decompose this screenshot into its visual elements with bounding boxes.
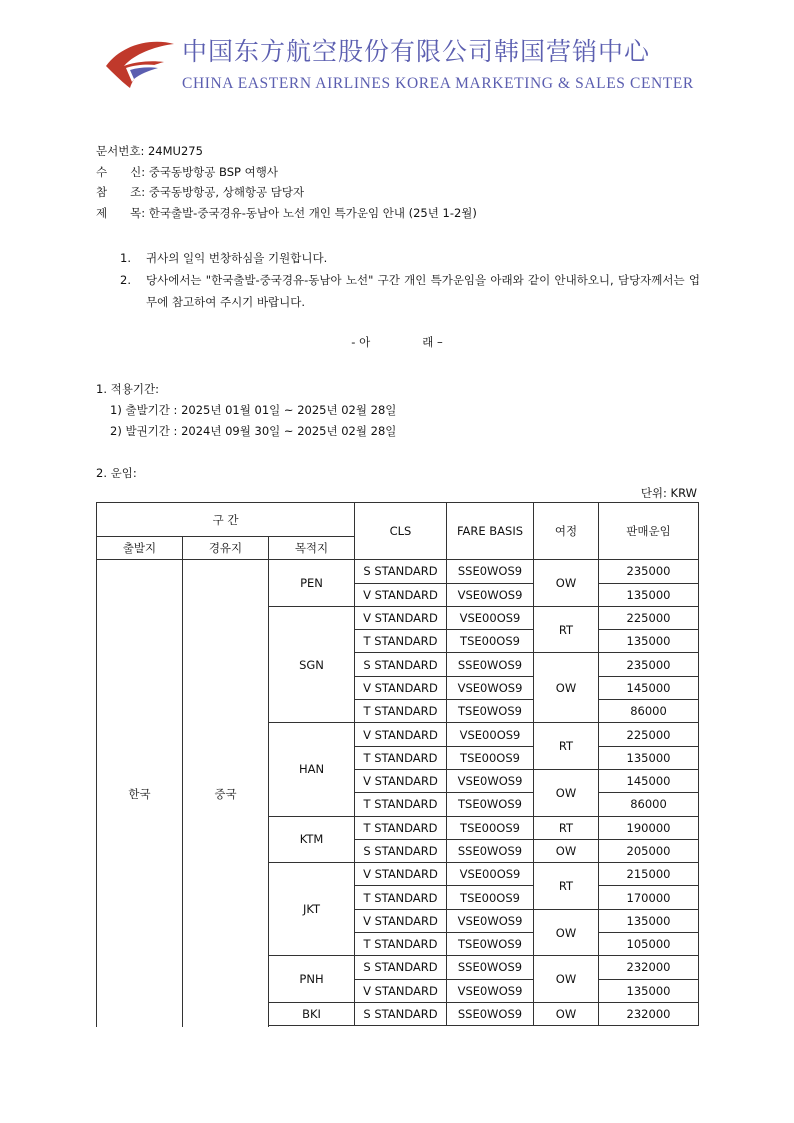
fare-basis-cell: SSE0WOS9 — [447, 653, 534, 676]
trip-cell: RT — [534, 606, 599, 653]
fare-basis-cell: VSE0WOS9 — [447, 979, 534, 1002]
section-1-title: 1. 적용기간: — [96, 382, 159, 396]
destination-cell: KTM — [269, 816, 355, 863]
fare-basis-cell: VSE00OS9 — [447, 863, 534, 886]
fare-basis-cell: VSE0WOS9 — [447, 909, 534, 932]
china-eastern-swallow-logo-icon — [104, 36, 176, 92]
destination-cell: SGN — [269, 606, 355, 722]
price-cell: 86000 — [599, 793, 699, 816]
fare-table-body — [97, 560, 699, 1027]
trip-cell: OW — [534, 653, 599, 723]
trip-cell: RT — [534, 816, 599, 839]
price-cell: 135000 — [599, 909, 699, 932]
cls-cell: V STANDARD — [355, 583, 447, 606]
destination-cell: PNH — [269, 956, 355, 1003]
cls-cell: T STANDARD — [355, 816, 447, 839]
cls-cell: S STANDARD — [355, 839, 447, 862]
company-english-name: CHINA EASTERN AIRLINES KOREA MARKETING & SALES CENTER — [182, 75, 694, 92]
header-cls: CLS — [355, 503, 447, 560]
price-cell: 205000 — [599, 839, 699, 862]
destination-cell: PEN — [269, 560, 355, 607]
price-cell: 225000 — [599, 723, 699, 746]
cls-cell: V STANDARD — [355, 863, 447, 886]
price-cell: 190000 — [599, 816, 699, 839]
price-cell: 170000 — [599, 886, 699, 909]
fare-basis-cell: TSE0WOS9 — [447, 793, 534, 816]
fare-basis-cell: VSE0WOS9 — [447, 769, 534, 792]
company-chinese-name: 中国东方航空股份有限公司韩国营销中心 — [182, 37, 651, 66]
price-cell: 215000 — [599, 863, 699, 886]
cls-cell: T STANDARD — [355, 630, 447, 653]
cls-cell: T STANDARD — [355, 700, 447, 723]
destination-cell: BKI — [269, 1002, 355, 1025]
price-cell: 135000 — [599, 630, 699, 653]
fare-basis-cell: SSE0WOS9 — [447, 560, 534, 583]
price-cell: 86000 — [599, 700, 699, 723]
trip-cell: OW — [534, 1002, 599, 1025]
trip-cell: OW — [534, 956, 599, 1003]
note-item: 2. 당사에서는 "한국출발-중국경유-동남아 노선" 구간 개인 특가운임을 아래와 같이 안내하오니, 담당자께서는 업무에 참고하여 주시기 바랍니다. — [120, 273, 700, 309]
header-destination: 목적지 — [269, 537, 355, 560]
cls-cell: S STANDARD — [355, 653, 447, 676]
fare-basis-cell: VSE0WOS9 — [447, 676, 534, 699]
trip-cell: RT — [534, 863, 599, 910]
trip-cell: OW — [534, 560, 599, 607]
fare-basis-cell: TSE0WOS9 — [447, 933, 534, 956]
cls-cell: S STANDARD — [355, 560, 447, 583]
price-cell: 105000 — [599, 933, 699, 956]
meta-doc-number: 문서번호: 24MU275 — [96, 144, 203, 158]
fare-table — [96, 502, 699, 1027]
destination-cell: JKT — [269, 863, 355, 956]
cls-cell: T STANDARD — [355, 746, 447, 769]
document-meta — [96, 141, 477, 223]
header-trip: 여정 — [534, 503, 599, 560]
trip-cell: OW — [534, 909, 599, 956]
destination-cell: HAN — [269, 723, 355, 816]
fare-basis-cell: SSE0WOS9 — [447, 956, 534, 979]
fare-basis-cell: VSE00OS9 — [447, 723, 534, 746]
meta-reference: 참 조: 중국동방항공, 상해항공 담당자 — [96, 185, 305, 199]
header-origin: 출발지 — [97, 537, 183, 560]
header-route: 구 간 — [97, 503, 355, 537]
meta-recipient: 수 신: 중국동방항공 BSP 여행사 — [96, 164, 278, 179]
origin-cell: 한국 — [97, 560, 183, 1027]
fare-basis-cell: TSE00OS9 — [447, 816, 534, 839]
fare-basis-cell: TSE00OS9 — [447, 630, 534, 653]
price-cell: 135000 — [599, 979, 699, 1002]
letterhead — [104, 30, 704, 100]
fare-row — [97, 560, 699, 583]
note-item: 1. 귀사의 일익 번창하심을 기원합니다. — [120, 251, 328, 265]
trip-cell: OW — [534, 769, 599, 816]
meta-subject: 제 목: 한국출발-중국경유-동남아 노선 개인 특가운임 안내 (25년 1-2월) — [96, 205, 477, 220]
price-cell: 145000 — [599, 769, 699, 792]
price-cell: 235000 — [599, 653, 699, 676]
price-cell: 235000 — [599, 560, 699, 583]
section-2-title: 2. 운임: — [96, 466, 137, 480]
header-fare-basis: FARE BASIS — [447, 503, 534, 560]
price-cell: 135000 — [599, 583, 699, 606]
price-cell: 145000 — [599, 676, 699, 699]
cls-cell: T STANDARD — [355, 933, 447, 956]
fare-basis-cell: TSE0WOS9 — [447, 700, 534, 723]
currency-unit: 단위: KRW — [640, 486, 697, 500]
notes-list — [120, 247, 700, 313]
trip-cell: RT — [534, 723, 599, 770]
cls-cell: T STANDARD — [355, 886, 447, 909]
cls-cell: V STANDARD — [355, 676, 447, 699]
via-cell: 중국 — [183, 560, 269, 1027]
notice-divider: - 아 래 – — [351, 335, 443, 349]
cls-cell: V STANDARD — [355, 769, 447, 792]
trip-cell: OW — [534, 839, 599, 862]
cls-cell: V STANDARD — [355, 909, 447, 932]
cls-cell: V STANDARD — [355, 606, 447, 629]
fare-basis-cell: VSE0WOS9 — [447, 583, 534, 606]
price-cell: 232000 — [599, 1002, 699, 1025]
period-ticketing: 2) 발권기간 : 2024년 09월 30일 ~ 2025년 02월 28일 — [110, 424, 397, 438]
fare-basis-cell: SSE0WOS9 — [447, 1002, 534, 1025]
cls-cell: V STANDARD — [355, 723, 447, 746]
fare-basis-cell: TSE00OS9 — [447, 746, 534, 769]
price-cell: 232000 — [599, 956, 699, 979]
cls-cell: T STANDARD — [355, 793, 447, 816]
fare-basis-cell: SSE0WOS9 — [447, 839, 534, 862]
price-cell: 135000 — [599, 746, 699, 769]
fare-basis-cell: VSE00OS9 — [447, 606, 534, 629]
price-cell: 225000 — [599, 606, 699, 629]
header-via: 경유지 — [183, 537, 269, 560]
period-departure: 1) 출발기간 : 2025년 01월 01일 ~ 2025년 02월 28일 — [110, 403, 397, 417]
cls-cell: S STANDARD — [355, 956, 447, 979]
cls-cell: V STANDARD — [355, 979, 447, 1002]
fare-basis-cell: TSE00OS9 — [447, 886, 534, 909]
header-price: 판매운임 — [599, 503, 699, 560]
cls-cell: S STANDARD — [355, 1002, 447, 1025]
